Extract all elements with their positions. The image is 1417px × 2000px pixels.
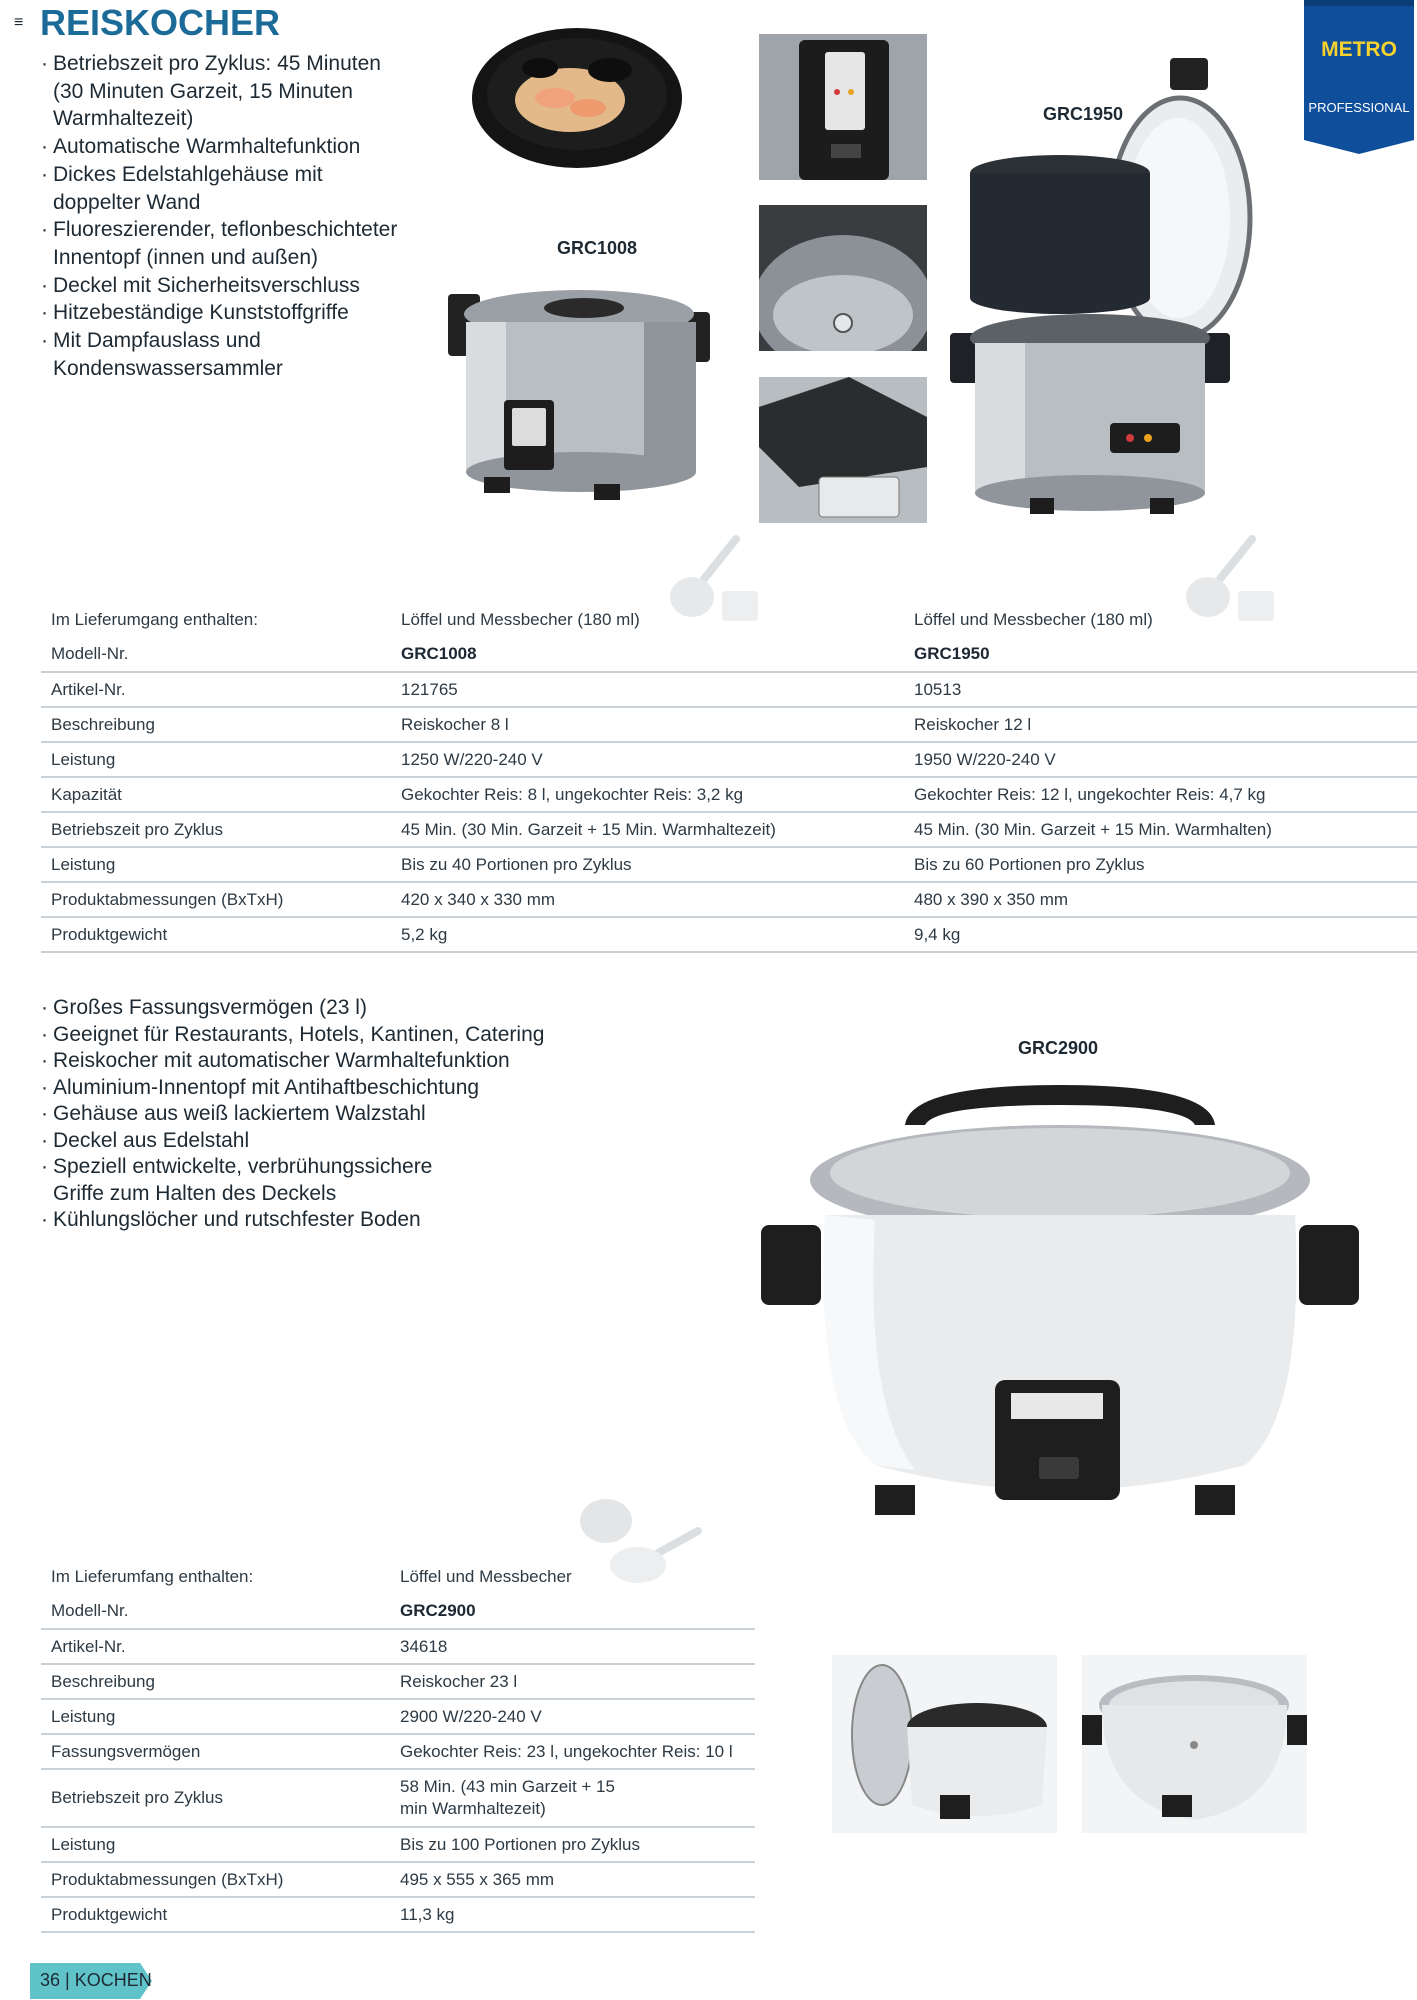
spec-value: GRC1008 <box>391 637 904 672</box>
feature-item: · Gehäuse aus weiß lackiertem Walzstahl <box>41 1101 601 1128</box>
feature-item: · Fluoreszierender, teflonbeschichteter Innentopf (innen und außen) <box>41 216 401 271</box>
spec-value: GRC1950 <box>904 637 1417 672</box>
table-row <box>41 1699 755 1734</box>
spec-label: Modell-Nr. <box>41 1594 390 1629</box>
spec-label: Produktabmessungen (BxTxH) <box>41 1862 390 1897</box>
feature-item: · Mit Dampfauslass und Kondenswassersammler <box>41 327 401 382</box>
spec-value: 11,3 kg <box>390 1897 755 1932</box>
spec-value: 9,4 kg <box>904 917 1417 952</box>
metro-professional-text: PROFESSIONAL <box>1308 100 1410 115</box>
badge-shape <box>1304 0 1414 154</box>
spec-value: 420 x 340 x 330 mm <box>391 882 904 917</box>
model-label-grc2900: GRC2900 <box>1018 1038 1099 1058</box>
spec-value: Löffel und Messbecher (180 ml) <box>401 610 640 629</box>
feature-item: · Großes Fassungsvermögen (23 l) <box>41 995 601 1022</box>
spec-value: Reiskocher 8 l <box>391 707 904 742</box>
menu-icon[interactable]: ≡ <box>14 14 24 31</box>
grc2900-open-inner-pot-image <box>1082 1655 1307 1833</box>
spec-label: Im Lieferumgang enthalten: <box>51 610 258 629</box>
spec-label: Leistung <box>41 847 391 882</box>
spec-value: 121765 <box>391 672 904 707</box>
spec-value: 58 Min. (43 min Garzeit + 15 min Warmhaltezeit) <box>390 1769 755 1827</box>
spec-table-1 <box>41 603 1417 953</box>
spec-value: 45 Min. (30 Min. Garzeit + 15 Min. Warmhaltezeit) <box>391 812 904 847</box>
spec-value: Löffel und Messbecher <box>400 1567 572 1586</box>
spec-label: Produktgewicht <box>41 917 391 952</box>
spec-label: Leistung <box>41 742 391 777</box>
spec-value: Reiskocher 23 l <box>390 1664 755 1699</box>
feature-item: · Geeignet für Restaurants, Hotels, Kantinen, Catering <box>41 1022 601 1049</box>
feature-item: · Dickes Edelstahlgehäuse mit doppelter Wand <box>41 161 401 216</box>
table-row <box>41 707 1417 742</box>
spec-table-2 <box>41 1560 755 1933</box>
spec-label: Beschreibung <box>41 1664 390 1699</box>
feature-item: · Reiskocher mit automatischer Warmhaltefunktion <box>41 1048 601 1075</box>
feature-item: · Automatische Warmhaltefunktion <box>41 133 401 161</box>
spec-label: Betriebszeit pro Zyklus <box>41 812 391 847</box>
spec-value: 1950 W/220-240 V <box>904 742 1417 777</box>
spec-label: Leistung <box>41 1699 390 1734</box>
included-row <box>41 603 1417 637</box>
spec-value: 480 x 390 x 350 mm <box>904 882 1417 917</box>
spec-label: Im Lieferumfang enthalten: <box>51 1567 254 1586</box>
rice-dish-image <box>470 20 685 175</box>
grc1950-product-image <box>950 58 1270 528</box>
spec-label: Artikel-Nr. <box>41 1629 390 1664</box>
page-footer <box>30 1963 152 1999</box>
spec-value: GRC2900 <box>390 1594 755 1629</box>
metro-brand-text: METRO <box>1321 38 1397 61</box>
spec-value: Bis zu 60 Portionen pro Zyklus <box>904 847 1417 882</box>
condensate-collector-detail-image <box>759 377 927 523</box>
spec-value: Gekochter Reis: 23 l, ungekochter Reis: 10 l <box>390 1734 755 1769</box>
spec-label: Betriebszeit pro Zyklus <box>41 1769 390 1827</box>
spec-value: Bis zu 40 Portionen pro Zyklus <box>391 847 904 882</box>
spec-value: 1250 W/220-240 V <box>391 742 904 777</box>
grc2900-open-black-pot-image <box>832 1655 1057 1833</box>
spec-value: Gekochter Reis: 12 l, ungekochter Reis: 4,7 kg <box>904 777 1417 812</box>
spec-label: Leistung <box>41 1827 390 1862</box>
spec-value: 45 Min. (30 Min. Garzeit + 15 Min. Warmhalten) <box>904 812 1417 847</box>
feature-item: · Deckel aus Edelstahl <box>41 1128 601 1155</box>
spec-value: 5,2 kg <box>391 917 904 952</box>
spec-label: Produktabmessungen (BxTxH) <box>41 882 391 917</box>
feature-item: · Deckel mit Sicherheitsverschluss <box>41 272 401 300</box>
spec-value: Gekochter Reis: 8 l, ungekochter Reis: 3,2 kg <box>391 777 904 812</box>
spec-value: Bis zu 100 Portionen pro Zyklus <box>390 1827 755 1862</box>
table-row <box>41 812 1417 847</box>
spec-label: Produktgewicht <box>41 1897 390 1932</box>
spec-value: 10513 <box>904 672 1417 707</box>
table-row <box>41 777 1417 812</box>
spec-value: Reiskocher 12 l <box>904 707 1417 742</box>
feature-item: · Aluminium-Innentopf mit Antihaftbeschichtung <box>41 1075 601 1102</box>
model-label-grc1008: GRC1008 <box>557 238 638 258</box>
spec-value: 495 x 555 x 365 mm <box>390 1862 755 1897</box>
included-row <box>41 1560 755 1594</box>
grc1008-product-image <box>444 272 714 522</box>
table-row <box>41 882 1417 917</box>
table-row <box>41 742 1417 777</box>
table-row <box>41 1827 755 1862</box>
control-panel-detail-image <box>759 34 927 180</box>
table-row <box>41 1734 755 1769</box>
feature-list-1 <box>41 50 401 382</box>
spec-label: Artikel-Nr. <box>41 672 391 707</box>
spec-label: Beschreibung <box>41 707 391 742</box>
model-label-grc1950: GRC1950 <box>1043 104 1124 124</box>
table-row <box>41 917 1417 952</box>
metro-logo-badge <box>1304 0 1414 154</box>
table-row <box>41 847 1417 882</box>
spec-label: Kapazität <box>41 777 391 812</box>
spec-label: Fassungsvermögen <box>41 1734 390 1769</box>
spec-value: 34618 <box>390 1629 755 1664</box>
table-row <box>41 1664 755 1699</box>
table-row <box>41 1862 755 1897</box>
table-row <box>41 1629 755 1664</box>
table-row <box>41 1897 755 1932</box>
grc2900-product-image <box>755 1085 1365 1545</box>
feature-item: · Speziell entwickelte, verbrühungssichere Griffe zum Halten des Deckels <box>41 1154 481 1207</box>
table-row <box>41 1769 755 1827</box>
feature-item: · Hitzebeständige Kunststoffgriffe <box>41 299 401 327</box>
feature-item: · Kühlungslöcher und rutschfester Boden <box>41 1207 601 1234</box>
page-title: REISKOCHER <box>40 2 281 43</box>
feature-item: · Betriebszeit pro Zyklus: 45 Minuten (30 Minuten Garzeit, 15 Minuten Warmhaltezeit) <box>41 50 401 133</box>
table-row <box>41 637 1417 672</box>
table-row <box>41 1594 755 1629</box>
spec-label: Modell-Nr. <box>41 637 391 672</box>
spec-value: 2900 W/220-240 V <box>390 1699 755 1734</box>
table-row <box>41 672 1417 707</box>
spec-value: Löffel und Messbecher (180 ml) <box>914 610 1153 629</box>
feature-list-2 <box>41 995 601 1234</box>
page-number-label: 36 | KOCHEN <box>40 1970 152 1990</box>
lid-valve-detail-image <box>759 205 927 351</box>
